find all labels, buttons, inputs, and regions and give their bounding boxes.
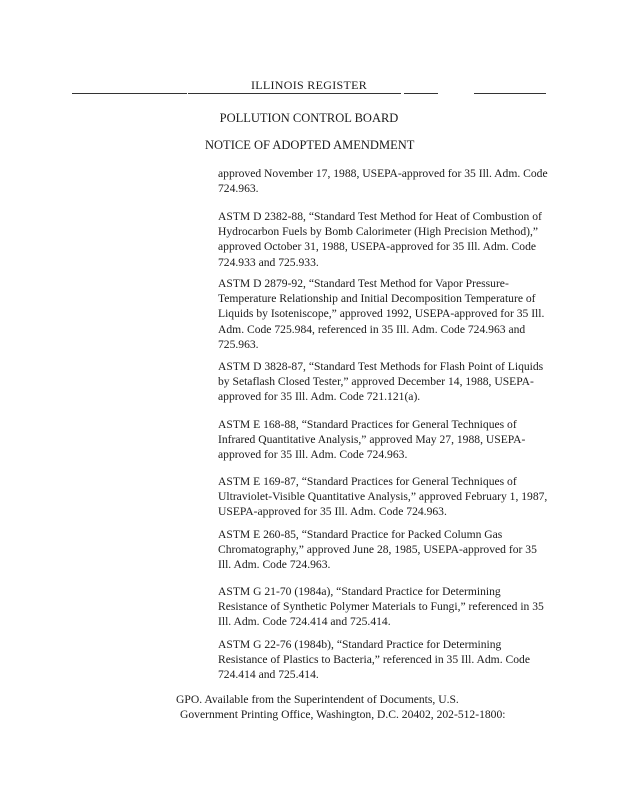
paragraph: ASTM E 169-87, “Standard Practices for General Techniques of Ultraviolet-Visible Quantitative Analysis,” approved February 1, 1987, USEPA-approved for 35 Ill. Adm. Code 724.963. xyxy=(218,475,548,519)
header-rule xyxy=(404,93,438,94)
header-rule xyxy=(474,93,546,94)
header-rule xyxy=(188,93,401,94)
paragraph: ASTM E 260-85, “Standard Practice for Packed Column Gas Chromatography,” approved June 28, 1985, USEPA-approved for 35 Ill. Adm. Code 724.963. xyxy=(218,528,537,572)
gpo-paragraph xyxy=(176,692,536,722)
board-name: POLLUTION CONTROL BOARD xyxy=(219,111,399,125)
paragraph: approved November 17, 1988, USEPA-approved for 35 Ill. Adm. Code 724.963. xyxy=(218,167,548,196)
paragraph: ASTM D 2382-88, “Standard Test Method for Heat of Combustion of Hydrocarbon Fuels by Bomb Calorimeter (High Precision Method),” approved October 31, 1988, USEPA-approved for 35 Ill. Adm. Code 724.933 and 725.933. xyxy=(218,210,542,269)
notice-title: NOTICE OF ADOPTED AMENDMENT xyxy=(205,138,415,152)
header-rule xyxy=(72,93,187,94)
gpo-line: Government Printing Office, Washington, D.C. 20402, 202-512-1800: xyxy=(180,708,506,722)
register-title: ILLINOIS REGISTER xyxy=(250,78,368,92)
paragraph: ASTM E 168-88, “Standard Practices for General Techniques of Infrared Quantitative Analysis,” approved May 27, 1988, USEPA-approved for 35 Ill. Adm. Code 724.963. xyxy=(218,418,526,462)
paragraph: ASTM G 21-70 (1984a), “Standard Practice for Determining Resistance of Synthetic Polymer Materials to Fungi,” referenced in 35 Ill. Adm. Code 724.414 and 725.414. xyxy=(218,585,544,629)
paragraph: ASTM D 3828-87, “Standard Test Methods for Flash Point of Liquids by Setaflash Closed Tester,” approved December 14, 1988, USEPA-approved for 35 Ill. Adm. Code 721.121(a). xyxy=(218,360,544,404)
paragraph: ASTM G 22-76 (1984b), “Standard Practice for Determining Resistance of Plastics to Bacteria,” referenced in 35 Ill. Adm. Code 724.414 and 725.414. xyxy=(218,638,530,682)
paragraph: ASTM D 2879-92, “Standard Test Method for Vapor Pressure-Temperature Relationship and Initial Decomposition Temperature of Liquids by Isoteniscope,” approved 1992, USEPA-approved for 35 Ill. Adm. Code 725.984, referenced in 35 Ill. Adm. Code 724.963 and 725.963. xyxy=(218,277,545,351)
gpo-line: GPO. Available from the Superintendent of Documents, U.S. xyxy=(176,693,459,706)
